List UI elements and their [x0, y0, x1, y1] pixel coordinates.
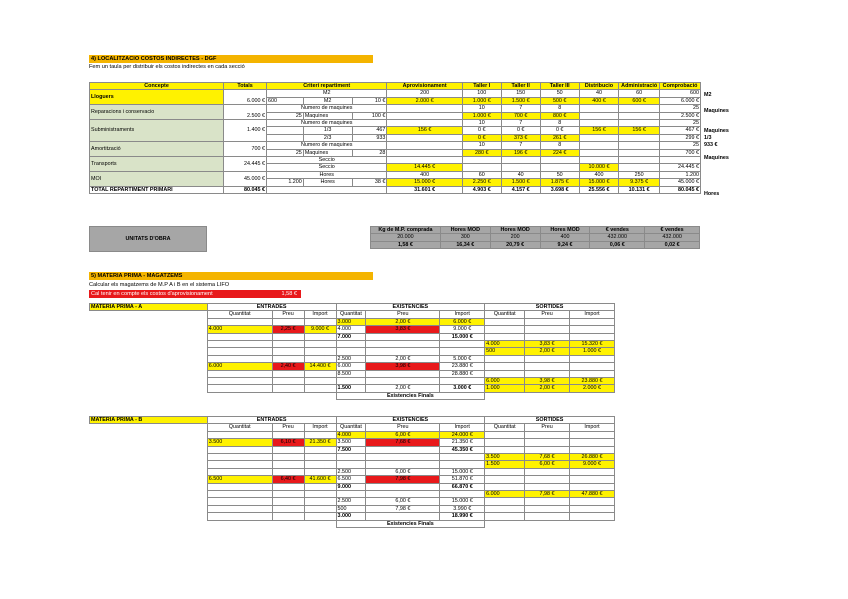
header-concepte: Concepte	[90, 83, 224, 90]
unitats-obra-label: UNITATS D'OBRA	[89, 226, 207, 252]
table-row: 25 Maquines 28 280 € 196 € 224 € 700 €	[90, 149, 701, 156]
header-distribucio: Distribucio	[579, 83, 619, 90]
materia-prima-a-table: MATERIA PRIMA - A ENTRADES EXISTENCIES SORTIDES Quantitat Preu Import Quantitat Preu Import Quantitat Preu Import 3.000 2,00 € 6.000 € 4.000 2,25 € 9.000 € 4.000 3,83 € 9.000 € 7.000 15.000 € 4.000 3,83 € 15.320 € 500 2,00 € 1.000 € 2.500 2,00 € 5.000 € 6.000 2,40 € 14.400 € 6.000 3,98 € 23.880 € 8.500 28.880 € 6.000 3,98 € 23.880 € 1.500 2,00 € 3.000 € 1.000 2,00 € 2.000 € Existencies Finals	[89, 303, 615, 400]
header-taller-1: Taller I	[462, 83, 501, 90]
table-row: Amortització 700 € Numero de maquines 10 7 8 25	[90, 142, 701, 149]
table-row: Transports 24.445 € Seccio	[90, 157, 701, 164]
materia-prima-b-table: MATERIA PRIMA - B ENTRADES EXISTENCIES SORTIDES Quantitat Preu Import Quantitat Preu Import Quantitat Preu Import 4.000 6,00 € 24.000 € 3.500 6,10 € 21.350 € 3.500 7,68 € 21.350 € 7.500 45.350 € 3.500 7,68 € 26.880 € 1.500 6,00 € 9.000 € 2.500 6,00 € 15.000 € 6.500 6,40 € 41.600 € 6.500 7,98 € 51.870 € 9.000 66.870 € 6.000 7,98 € 47.880 € 2.500 6,00 € 15.000 € 500 7,98 € 3.990 € 3.000 18.990 € Existencies Finals	[89, 416, 615, 528]
table-row: MOI 45.000 € Hores 400 60 40 50 400 250 1.200	[90, 171, 701, 178]
cost-distribution-table	[89, 82, 701, 194]
side-label-hores: Hores	[704, 191, 720, 197]
header-taller-3: Taller III	[540, 83, 579, 90]
aprovisionament-note: Cal tenir en compte els costos d'aprovisionament 1,58 €	[89, 290, 301, 298]
table-row: 25 Maquines 100 € 1.000 € 700 € 800 € 2.500 €	[90, 112, 701, 119]
section-5-title: 5) MATERIA PRIMA - MAGATZEMS	[89, 272, 373, 280]
materia-a-label: MATERIA PRIMA - A	[90, 304, 208, 311]
side-label-2-3: 933 €	[704, 142, 718, 148]
table-row: 2/3 933 0 € 373 € 261 € 299 €	[90, 134, 701, 141]
table-row: Reparacions i conservacio 2.500 € Numero de maquines 10 7 8 25	[91, 105, 699, 119]
header-taller-2: Taller II	[501, 83, 540, 90]
section-4-subtitle: Fem un taula per distribuir els costos indirectes en cada secció	[89, 64, 245, 70]
table-row: Subministraments 1.400 € Numero de maquines 10 7 8 25	[90, 120, 701, 127]
header-aprovisionament: Aprovisionament	[387, 83, 462, 90]
section-5-subtitle: Calcular els magatzems de M.P A i B en el sistema LIFO	[89, 282, 230, 288]
side-label-1-3: 1/3	[704, 135, 712, 141]
table-row: Seccio 14.445 € 10.000 € 24.445 €	[90, 164, 701, 171]
section-4-title: 4) LOCALITZACIO COSTOS INDIRECTES - DGF	[89, 55, 373, 63]
header-comprobacio: Comprobació	[660, 83, 701, 90]
materia-b-label: MATERIA PRIMA - B	[90, 417, 208, 424]
side-label-maquines-2: Maquines	[704, 128, 729, 134]
table-header-row	[90, 83, 701, 90]
side-label-m2: M2	[704, 92, 712, 98]
unitats-obra-table: Kg de M.P. comprada Hores MOD Hores MOD Hores MOD € vendes € vendes 20.000 300 200 400 432.000 432.000 1,58 € 16,34 € 20,79 € 9,24 € 0,06 € 0,02 €	[370, 226, 700, 249]
table-row: 600 M2 10 € 2.000 € 1.000 € 1.500 € 500 € 400 € 600 € 6.000 €	[268, 97, 699, 104]
side-label-maquines: Maquines	[704, 108, 729, 114]
table-row: Lloguers 6.000 € M2 200 100 150 50 40 60 600	[91, 90, 699, 104]
table-row: 1/3 467 156 € 0 € 0 € 0 € 156 € 156 € 467 €	[90, 127, 701, 134]
total-row: TOTAL REPARTIMENT PRIMARI 80.045 € 31.601 € 4.903 € 4.157 € 3.698 € 25.556 € 10.131 € 80.045 €	[91, 186, 699, 193]
side-label-maquines-3: Maquines	[704, 155, 729, 161]
header-totals: Totals	[224, 83, 267, 90]
header-administracio: Administració	[619, 83, 660, 90]
header-criteri: Criteri repartiment	[267, 83, 387, 90]
table-row: 1.200 Hores 38 € 15.000 € 2.250 € 1.500 € 1.875 € 15.000 € 9.375 € 45.000 €	[90, 179, 701, 186]
